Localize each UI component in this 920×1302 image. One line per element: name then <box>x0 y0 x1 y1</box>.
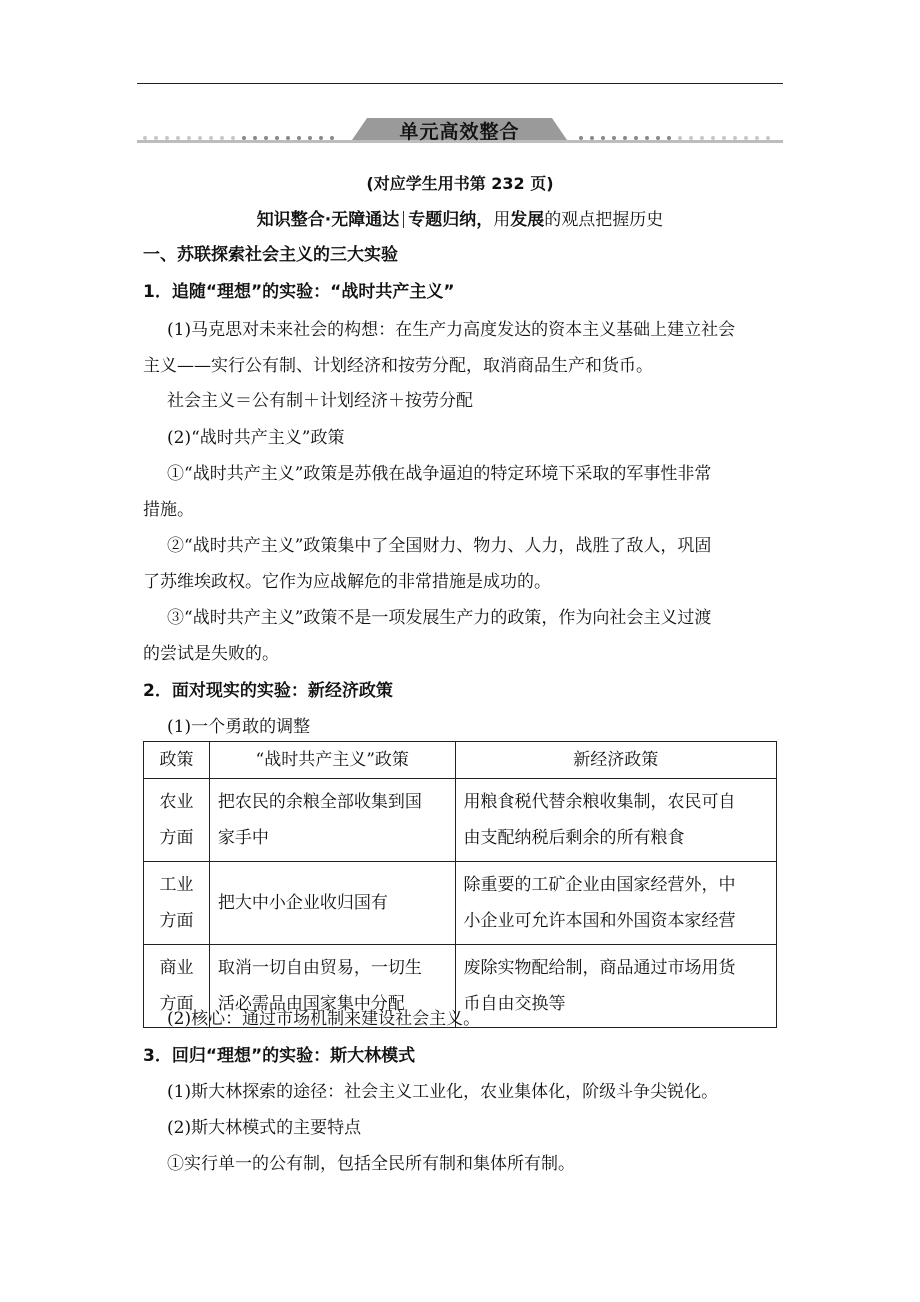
item1-point1-line1: ①“战时共产主义”政策是苏俄在战争逼迫的特定环境下采取的军事性非常 <box>167 464 712 484</box>
banner-dot <box>656 136 660 140</box>
subtitle-part1: 知识整合·无障通达 <box>256 210 400 230</box>
subtitle-part3: 用 <box>493 210 511 230</box>
banner-dot <box>220 136 224 140</box>
banner-dot <box>253 136 257 140</box>
nep-line1: 废除实物配给制，商品通过市场用货 <box>463 958 736 978</box>
table-cell-nep <box>455 945 776 1028</box>
item3-point1: ①实行单一的公有制，包括全民所有制和集体所有制。 <box>167 1154 575 1174</box>
table-header-row <box>144 742 777 779</box>
banner-dot <box>143 136 147 140</box>
banner-dot <box>242 136 246 140</box>
war-line1: 取消一切自由贸易，一切生 <box>217 958 422 978</box>
banner-dot <box>286 136 290 140</box>
top-rule <box>137 83 783 84</box>
banner-dot <box>678 136 682 140</box>
item2-paragraph2: (2)核心：通过市场机制来建设社会主义。 <box>167 1009 481 1029</box>
item1-point2-line1: ②“战时共产主义”政策集中了全国财力、物力、人力，战胜了敌人，巩固 <box>167 536 712 556</box>
aspect-line1: 工业 <box>159 875 194 895</box>
page-reference: (对应学生用书第 232 页) <box>366 174 554 193</box>
banner-dot <box>634 136 638 140</box>
aspect-line2: 方面 <box>159 828 194 848</box>
section-title: 单元高效整合 <box>399 121 520 143</box>
banner-dot <box>766 136 770 140</box>
policy-comparison-table <box>143 741 777 1028</box>
banner-dot <box>733 136 737 140</box>
banner-dots-right <box>579 127 777 135</box>
war-line2: 家手中 <box>217 828 269 848</box>
item3-paragraph1: (1)斯大林探索的途径：社会主义工业化，农业集体化，阶级斗争尖锐化。 <box>167 1082 719 1102</box>
item1-formula: 社会主义＝公有制＋计划经济＋按劳分配 <box>167 391 473 411</box>
banner-dot <box>187 136 191 140</box>
banner-dot <box>623 136 627 140</box>
table-header-nep: 新经济政策 <box>455 742 776 779</box>
banner-dot <box>667 136 671 140</box>
item1-point2-line2: 了苏维埃政权。它作为应战解危的非常措施是成功的。 <box>143 572 551 592</box>
nep-line1: 用粮食税代替余粮收集制，农民可自 <box>463 792 736 812</box>
aspect-line2: 方面 <box>159 994 194 1014</box>
banner-dot <box>308 136 312 140</box>
banner-dot <box>165 136 169 140</box>
banner-dot <box>645 136 649 140</box>
table-cell-aspect <box>144 862 210 945</box>
subtitle <box>0 205 920 230</box>
table-cell-nep <box>455 862 776 945</box>
banner-dot <box>579 136 583 140</box>
banner-dot <box>755 136 759 140</box>
item3-paragraph2: (2)斯大林模式的主要特点 <box>167 1118 362 1138</box>
table-header-policy: 政策 <box>144 742 210 779</box>
table-header-war-communism: “战时共产主义”政策 <box>209 742 455 779</box>
item1-paragraph2-title: (2)“战时共产主义”政策 <box>167 428 345 448</box>
table-row <box>144 862 777 945</box>
subtitle-part4: 发展 <box>510 210 545 230</box>
banner-dot <box>722 136 726 140</box>
banner-dot <box>154 136 158 140</box>
war-line1: 把农民的余粮全部收集到国 <box>217 792 422 812</box>
banner-dot <box>689 136 693 140</box>
banner-dot <box>590 136 594 140</box>
item1-point3-line1: ③“战时共产主义”政策不是一项发展生产力的政策，作为向社会主义过渡 <box>167 608 712 628</box>
table-cell-nep <box>455 779 776 862</box>
aspect-line1: 农业 <box>159 792 194 812</box>
banner-dot <box>297 136 301 140</box>
nep-line1: 除重要的工矿企业由国家经营外，中 <box>463 875 736 895</box>
banner-dot <box>319 136 323 140</box>
banner-dot <box>711 136 715 140</box>
table-cell-war-communism <box>209 779 455 862</box>
item1-heading: 1．追随“理想”的实验：“战时共产主义” <box>143 282 455 302</box>
banner-dots-left <box>143 127 341 135</box>
aspect-line1: 商业 <box>159 958 194 978</box>
banner-dot <box>264 136 268 140</box>
banner-dot <box>231 136 235 140</box>
table-row <box>144 779 777 862</box>
item1-point3-line2: 的尝试是失败的。 <box>143 644 279 664</box>
banner-dot <box>612 136 616 140</box>
banner-dot <box>601 136 605 140</box>
item1-paragraph1-line2: 主义——实行公有制、计划经济和按劳分配，取消商品生产和货币。 <box>143 356 653 376</box>
nep-line2: 币自由交换等 <box>463 994 566 1014</box>
aspect-line2: 方面 <box>159 911 194 931</box>
banner-dot <box>744 136 748 140</box>
subtitle-part5: 的观点把握历史 <box>544 210 664 230</box>
war-line2: 活必需品由国家集中分配 <box>217 994 405 1014</box>
table-cell-aspect <box>144 779 210 862</box>
banner-dot <box>176 136 180 140</box>
section1-heading: 一、苏联探索社会主义的三大实验 <box>143 245 398 265</box>
item1-paragraph1-line1: (1)马克思对未来社会的构想：在生产力高度发达的资本主义基础上建立社会 <box>167 320 736 340</box>
banner-dot <box>198 136 202 140</box>
table-cell-war-communism <box>209 862 455 945</box>
section-banner <box>137 118 783 146</box>
item2-heading: 2．面对现实的实验：新经济政策 <box>143 681 393 701</box>
item2-paragraph1: (1)一个勇敢的调整 <box>167 717 311 737</box>
nep-line2: 小企业可允许本国和外国资本家经营 <box>463 911 736 931</box>
item1-point1-line2: 措施。 <box>143 500 194 520</box>
subtitle-divider <box>403 211 404 228</box>
banner-dot <box>330 136 334 140</box>
banner-dot <box>700 136 704 140</box>
nep-line2: 由支配纳税后剩余的所有粮食 <box>463 828 685 848</box>
subtitle-part2: 专题归纳， <box>408 210 494 230</box>
item3-heading: 3．回归“理想”的实验：斯大林模式 <box>143 1046 416 1066</box>
banner-dot <box>209 136 213 140</box>
war-line1: 把大中小企业收归国有 <box>217 893 388 913</box>
banner-dot <box>275 136 279 140</box>
